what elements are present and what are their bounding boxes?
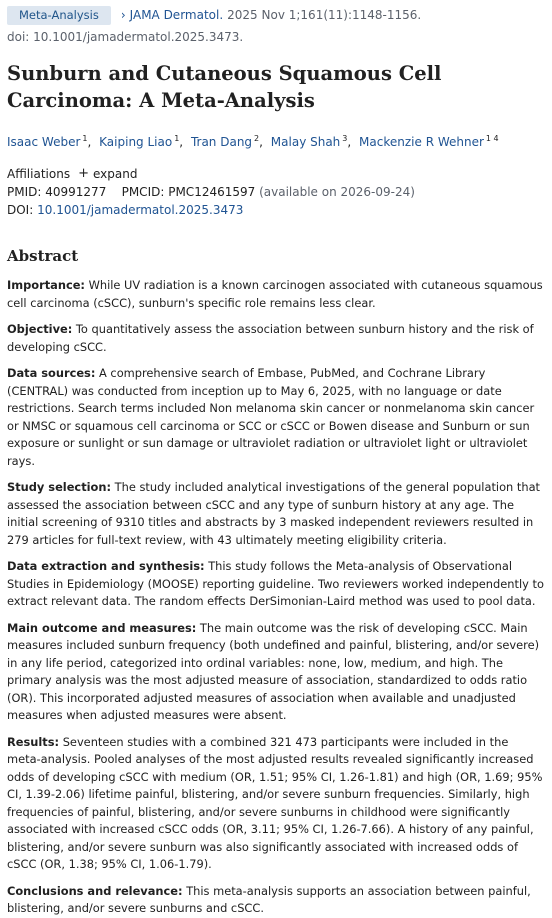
section-text: This meta-analysis supports an association between painful, blistering, and/or severe sunburns and cSCC. [7, 883, 531, 915]
section-text: The study included analytical investigations of the general population that assessed the association between cSCC and any type of sunburn history at any age. The initial screening of 9310 titles and abstracts by 3 masked independent reviewers resulted in 279 articles for full-text review, with 43 ultimately meeting eligibility criteria. [7, 480, 541, 547]
author-affiliation-ref[interactable]: 1 [82, 134, 88, 143]
section-text: To quantitatively assess the association between sunburn history and the risk of developing cSCC. [7, 322, 534, 354]
article-title: Sunburn and Cutaneous Squamous Cell Carcinoma: A Meta-Analysis [7, 62, 442, 112]
abstract-section-objective [7, 321, 545, 356]
abstract-section-data-sources [7, 365, 545, 470]
section-heading: Study selection: [7, 480, 112, 494]
section-text: Seventeen studies with a combined 321 473 participants were included in the meta-analysis. Pooled analyses of the most adjusted results revealed significantly increased odds of developing cSCC with medium (OR, 1.51; 95% CI, 1.26-1.81) and high (OR, 1.69; 95% CI, 1.39-2.06) lifetime painful, blistering, and/or severe sunburn frequencies. Similarly, high frequencies of painful, blistering, and/or severe sunburns in childhood were significantly associated with increased cSCC odds (OR, 3.11; 95% CI, 1.26-7.66). A history of any painful, blistering, and/or severe sunburn was also significantly associated with increased odds of cSCC (OR, 1.38; 95% CI, 1.06-1.79). [7, 734, 543, 871]
section-heading: Main outcome and measures: [7, 620, 197, 635]
section-heading: Data extraction and synthesis: [7, 559, 205, 573]
doi-row [7, 201, 545, 219]
pmcid-availability: (available on 2026-09-24) [259, 185, 415, 199]
pmid-label: PMID: [7, 185, 42, 199]
chevron-right-icon: › [120, 8, 126, 22]
section-text: A comprehensive search of Embase, PubMed, and Cochrane Library (CENTRAL) was conducted from inception up to May 6, 2025, with no language or date restrictions. Search terms included Non melanoma skin cancer or nonmelanoma skin cancer or NMSC or squamous cell carcinoma or SCC or cSCC or Bowen disease and Sunburn or sun exposure or sunlight or sun damage or ultraviolet radiation or ultraviolet light or ultraviolet rays. [7, 366, 535, 468]
author-list: Isaac Weber $^1$, Kaiping Liao $^1$, Tran Dang $^2$, Malay Shah $^3$, Mackenzie R Wehner $^{1 4}$ [7, 134, 499, 149]
section-text: The main outcome was the risk of developing cSCC. Main measures included sunburn frequency (both undefined and painful, blistering, and/or severe) in any life period, categorized into ordinal variables: none, low, medium, and high. The primary analysis was the most adjusted measure of association, standardized to odds ratio (OR). This incorporated adjusted measures of association when available and unadjusted measures when adjusted measures were absent. [7, 620, 540, 722]
author-affiliation-ref[interactable]: 2 [254, 134, 260, 143]
abstract-section-main-outcome [7, 620, 545, 725]
doi-line: doi: 10.1001/jamadermatol.2025.3473. [7, 30, 244, 44]
journal-name-link[interactable]: JAMA Dermatol. [129, 8, 224, 22]
author-link[interactable]: Tran Dang [190, 135, 253, 149]
publication-type-badge[interactable]: Meta-Analysis [7, 6, 111, 25]
abstract-section-data-extraction [7, 558, 545, 611]
section-heading: Results: [7, 734, 60, 749]
abstract-body [7, 277, 545, 918]
abstract-section-results [7, 734, 545, 874]
author-link[interactable]: Mackenzie R Wehner [359, 135, 484, 149]
section-text: While UV radiation is a known carcinogen associated with cutaneous squamous cell carcinoma (cSCC), sunburn's specific role remains less clear. [7, 278, 543, 310]
journal-issue: 2025 Nov 1;161(11):1148-1156. [227, 8, 422, 22]
abstract-section-conclusions [7, 883, 545, 918]
author-affiliation-ref[interactable]: 1 4 [485, 134, 499, 143]
plus-icon: + [78, 166, 89, 181]
author-link[interactable]: Isaac Weber [7, 135, 81, 149]
section-heading: Conclusions and relevance: [7, 883, 183, 898]
section-heading: Importance: [7, 278, 85, 292]
author-affiliation-ref[interactable]: 1 [174, 134, 180, 143]
abstract-heading: Abstract [7, 247, 79, 265]
section-text: This study follows the Meta-analysis of Observational Studies in Epidemiology (MOOSE) reporting guideline. Two reviewers worked independently to extract relevant data. The random effects DerSimonian-Laird method was used to pool data. [7, 559, 544, 608]
doi-label: DOI: [7, 203, 34, 217]
abstract-section-study-selection [7, 479, 545, 549]
header-row [7, 5, 545, 25]
section-heading: Objective: [7, 322, 73, 336]
pmcid-label: PMCID: [121, 185, 165, 199]
expand-label[interactable]: expand [92, 167, 138, 181]
abstract-section-importance [7, 277, 545, 312]
author-affiliation-ref[interactable]: 3 [342, 134, 348, 143]
author-link[interactable]: Malay Shah [270, 135, 341, 149]
affiliations-label: Affiliations [7, 167, 71, 181]
section-heading: Data sources: [7, 366, 96, 380]
identifiers-row [7, 183, 545, 201]
pmid-value: 40991277 [45, 185, 107, 199]
author-link[interactable]: Kaiping Liao [99, 135, 173, 149]
affiliations-toggle[interactable] [7, 165, 545, 183]
journal-citation [121, 6, 421, 24]
article-page [0, 5, 552, 915]
pmcid-value: PMC12461597 [168, 185, 256, 199]
doi-link[interactable]: 10.1001/jamadermatol.2025.3473 [37, 203, 244, 217]
